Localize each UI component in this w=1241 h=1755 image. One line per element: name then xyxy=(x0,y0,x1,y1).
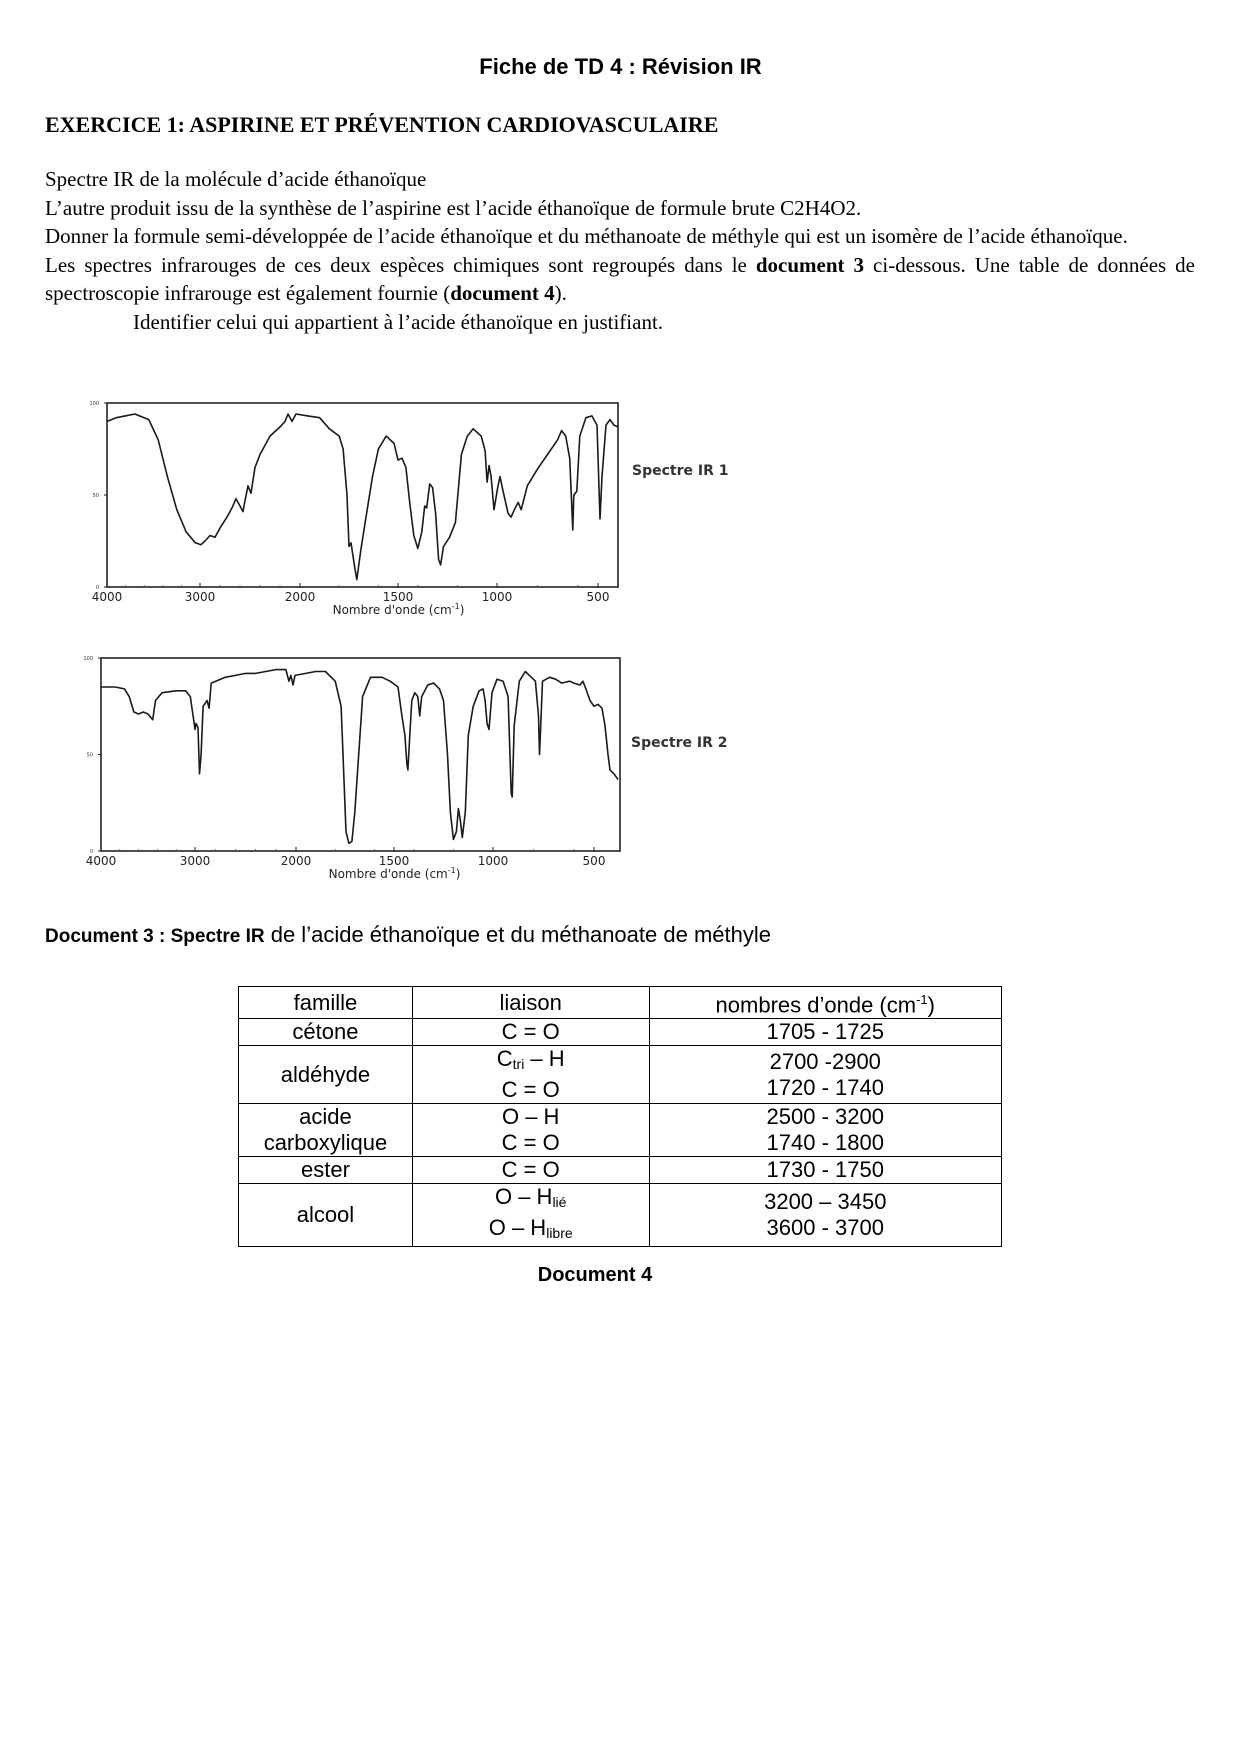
x-tick-label: 500 xyxy=(586,590,610,604)
cell-famille: cétone xyxy=(239,1019,413,1046)
cell-liaison: C = O xyxy=(412,1019,649,1046)
table-row xyxy=(239,1157,1002,1184)
y-tick-label: 50 xyxy=(92,493,99,499)
cell-nombres-onde: 3200 – 3450 3600 - 3700 xyxy=(649,1184,1001,1247)
text-fragment: ci-dessous. Une table de données de spectroscopie infrarouge est également fournie ( xyxy=(45,252,1195,305)
statement-line-2: L’autre produit issu de la synthèse de l’aspirine est l’acide éthanoïque de formule brute C2H4O2. xyxy=(45,195,862,220)
cell-famille: alcool xyxy=(239,1184,413,1247)
table-body xyxy=(239,1019,1002,1247)
x-tick-label: 4000 xyxy=(85,854,117,868)
x-axis-title: Nombre d'onde $(cm^{-1})$ xyxy=(332,602,465,617)
spectrum-curve xyxy=(101,670,618,844)
plot-frame xyxy=(107,403,618,587)
cell-liaison: O – H C = O xyxy=(412,1104,649,1157)
spectrum-ir-1 xyxy=(89,401,728,617)
header-nombres-onde xyxy=(649,987,1001,1019)
spectrum-label: Spectre IR 2 xyxy=(631,735,728,751)
x-axis-title: Nombre d'onde $(cm^{-1})$ xyxy=(328,866,461,881)
document-3-caption-text: de l’acide éthanoïque et du méthanoate de méthyle xyxy=(264,922,771,947)
document-3-caption-bold: Document 3 : Spectre IR xyxy=(45,926,265,947)
cell-liaison: O – $H_{lié}$ O – $H_{libre}$ xyxy=(412,1184,649,1247)
ir-data-table xyxy=(238,986,1002,1247)
cell-nombres-onde: 2700 -2900 1720 - 1740 xyxy=(649,1046,1001,1104)
table-row xyxy=(239,1019,1002,1046)
y-tick-label: 0 xyxy=(89,849,93,855)
cell-liaison: C = O xyxy=(412,1157,649,1184)
statement-question: Identifier celui qui appartient à l’acide éthanoïque en justifiant. xyxy=(133,309,664,334)
cell-nombres-onde: 2500 - 3200 1740 - 1800 xyxy=(649,1104,1001,1157)
header-text: nombres d’onde (cm xyxy=(715,992,917,1018)
text-fragment: ). xyxy=(554,281,567,305)
document-3-reference: document 3 xyxy=(755,252,865,277)
y-tick-label: 0 xyxy=(95,585,99,591)
x-tick-label: 2000 xyxy=(284,590,316,604)
x-tick-label: 1500 xyxy=(378,854,410,868)
spectrum-label: Spectre IR 1 xyxy=(632,463,729,479)
x-tick-label: 4000 xyxy=(91,590,123,604)
header-famille: famille xyxy=(239,987,413,1019)
x-tick-label: 1500 xyxy=(382,590,414,604)
cell-famille: ester xyxy=(239,1157,413,1184)
table-header-row xyxy=(239,987,1002,1019)
spectrum-ir-2 xyxy=(83,656,727,881)
document-4-reference: document 4 xyxy=(450,281,555,305)
page-title: Fiche de TD 4 : Révision IR xyxy=(479,54,762,79)
cell-famille: aldéhyde xyxy=(239,1046,413,1104)
cell-nombres-onde: 1730 - 1750 xyxy=(649,1157,1001,1184)
cell-famille: acide carboxylique xyxy=(239,1104,413,1157)
x-tick-label: 500 xyxy=(582,854,606,868)
cell-nombres-onde: 1705 - 1725 xyxy=(649,1019,1001,1046)
document-3-caption xyxy=(45,922,771,948)
y-tick-label: 100 xyxy=(89,401,99,407)
spectrum-curve xyxy=(107,414,618,580)
statement-line-1: Spectre IR de la molécule d’acide éthanoïque xyxy=(45,167,427,191)
x-tick-label: 1000 xyxy=(477,854,509,868)
header-exponent: -1 xyxy=(916,992,928,1007)
table-row xyxy=(239,1104,1002,1157)
header-text: ) xyxy=(927,992,935,1018)
cell-liaison: $C_{tri}$ – H C = O xyxy=(412,1046,649,1104)
document-4-caption: Document 4 xyxy=(537,1264,653,1286)
text-fragment: Les spectres infrarouges de ces deux espèces chimiques sont regroupés dans le xyxy=(45,252,756,277)
table-row xyxy=(239,1046,1002,1104)
x-tick-label: 2000 xyxy=(280,854,312,868)
x-tick-label: 3000 xyxy=(179,854,211,868)
exercise-title: EXERCICE 1: ASPIRINE ET PRÉVENTION CARDIOVASCULAIRE xyxy=(45,112,719,137)
y-tick-label: 100 xyxy=(83,656,93,662)
x-tick-label: 3000 xyxy=(184,590,216,604)
statement-line-3: Donner la formule semi-développée de l’acide éthanoïque et du méthanoate de méthyle qui est un isomère de l’acide éthanoïque. xyxy=(45,224,1128,248)
x-tick-label: 1000 xyxy=(481,590,513,604)
y-tick-label: 50 xyxy=(86,752,93,759)
table-row xyxy=(239,1184,1002,1247)
header-liaison: liaison xyxy=(412,987,649,1019)
